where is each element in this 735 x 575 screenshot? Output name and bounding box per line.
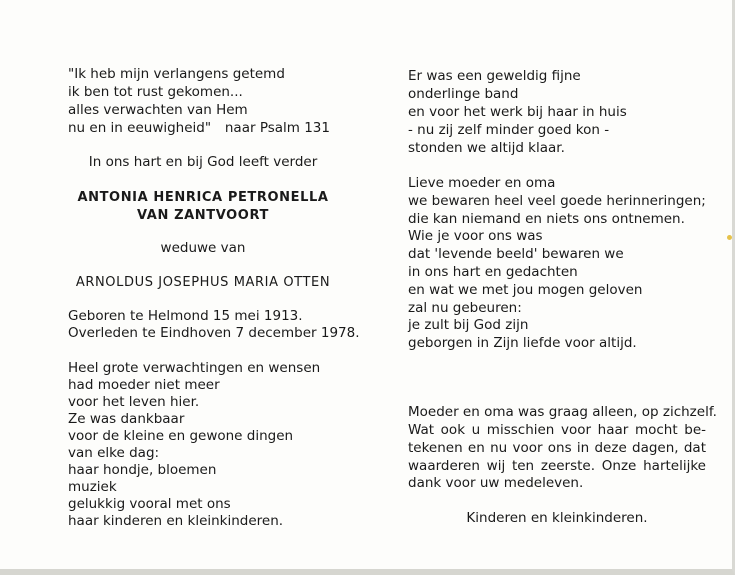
birth-line: Geboren te Helmond 15 mei 1913. <box>68 308 303 324</box>
intro-line: In ons hart en bij God leeft verder <box>88 154 318 170</box>
poem-line: ik ben tot rust gekomen... <box>68 84 243 100</box>
stanza2-line: Lieve moeder en oma <box>408 175 556 191</box>
stanza1-line: en voor het werk bij haar in huis <box>408 104 627 120</box>
thanks-line: Wat ook u misschien voor haar mocht be- <box>408 422 706 438</box>
widow-of-label: weduwe van <box>160 240 246 256</box>
text-line: van elke dag: <box>68 445 160 461</box>
thanks-line: Moeder en oma was graag alleen, op zichzelf. <box>408 404 717 420</box>
thanks-line: tekenen en nu voor ons in deze dagen, dat <box>408 440 706 456</box>
stanza1-line: - nu zij zelf minder goed kon - <box>408 122 610 138</box>
stanza2-line: die kan niemand en niets ons ontnemen. <box>408 211 685 227</box>
stanza1-line: Er was een geweldig fijne <box>408 68 581 84</box>
stanza2-line: zal nu gebeuren: <box>408 300 522 316</box>
death-line: Overleden te Eindhoven 7 december 1978. <box>68 325 360 341</box>
thanks-line: waarderen wij ten zeerste. Onze hartelijke <box>408 458 706 474</box>
text-line: voor het leven hier. <box>68 394 200 410</box>
paper-mark <box>727 235 732 240</box>
stanza2-line: we bewaren heel veel goede herinneringen; <box>408 193 706 209</box>
poem-last-row <box>68 120 330 138</box>
poem-line: alles verwachten van Hem <box>68 102 248 118</box>
text-line: haar hondje, bloemen <box>68 462 217 478</box>
stanza2-line: je zult bij God zijn <box>408 317 529 333</box>
stanza2-line: geborgen in Zijn liefde voor altijd. <box>408 335 637 351</box>
text-line: Ze was dankbaar <box>68 411 185 427</box>
signature: Kinderen en kleinkinderen. <box>466 510 648 526</box>
spouse-name: ARNOLDUS JOSEPHUS MARIA OTTEN <box>75 275 331 290</box>
text-line: Heel grote verwachtingen en wensen <box>68 360 321 376</box>
stanza2-line: Wie je voor ons was <box>408 228 543 244</box>
poem-line: nu en in eeuwigheid" <box>68 120 212 136</box>
text-line: muziek <box>68 479 117 495</box>
deceased-name-line1: ANTONIA HENRICA PETRONELLA <box>77 190 329 205</box>
text-line: had moeder niet meer <box>68 377 220 393</box>
poem-line: "Ik heb mijn verlangens getemd <box>68 66 285 82</box>
poem-source: naar Psalm 131 <box>224 120 330 136</box>
text-line: gelukkig vooral met ons <box>68 496 231 512</box>
text-line: voor de kleine en gewone dingen <box>68 428 294 444</box>
stanza2-line: en wat we met jou mogen geloven <box>408 282 643 298</box>
stanza1-line: onderlinge band <box>408 86 519 102</box>
stanza2-line: dat 'levende beeld' bewaren we <box>408 246 624 262</box>
stanza1-line: stonden we altijd klaar. <box>408 140 565 156</box>
thanks-line: dank voor uw medeleven. <box>408 475 584 491</box>
deceased-name-line2: VAN ZANTVOORT <box>137 208 269 223</box>
text-line: haar kinderen en kleinkinderen. <box>68 513 284 529</box>
stanza2-line: in ons hart en gedachten <box>408 264 578 280</box>
